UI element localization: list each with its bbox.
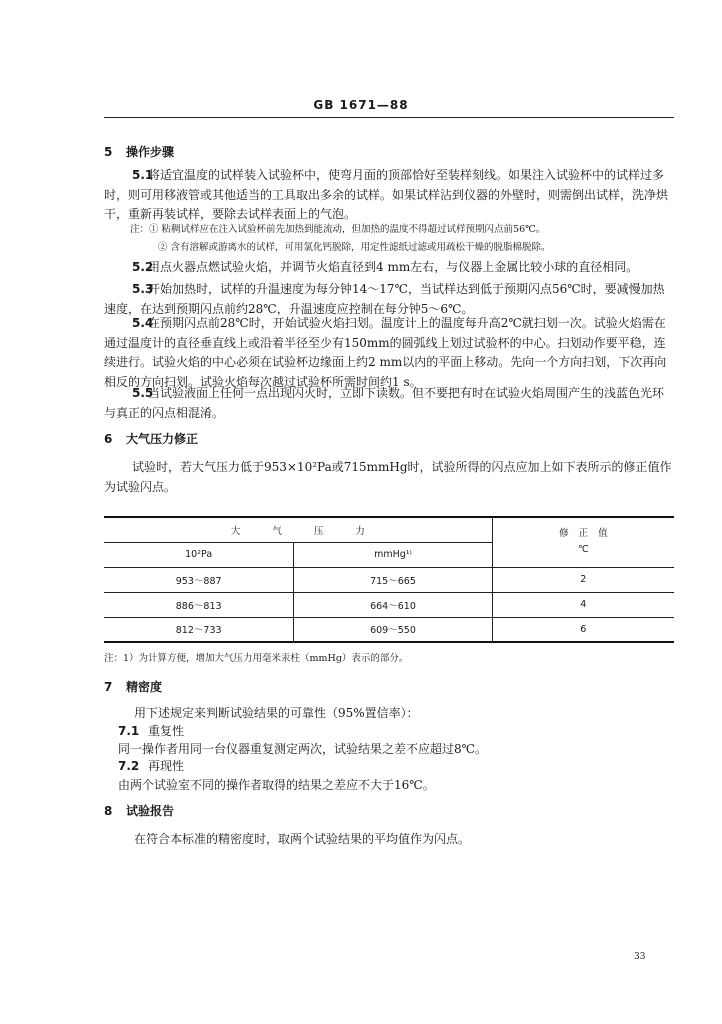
section-number: 7 xyxy=(104,680,113,694)
section-7-intro: 用下述规定来判断试验结果的可靠性（95%置信率）： xyxy=(134,706,419,720)
correction-label: 修正值 xyxy=(559,528,618,540)
cell-pa: 886～813 xyxy=(104,592,294,617)
section-title: 精密度 xyxy=(126,680,163,694)
section-7-heading xyxy=(104,678,674,698)
section-5-heading xyxy=(104,143,674,163)
cell-mmhg: 609～550 xyxy=(294,617,492,642)
table-row xyxy=(104,567,674,592)
cell-correction: 6 xyxy=(492,617,674,642)
clause-number: 5.1 xyxy=(132,168,154,182)
clause-5-5 xyxy=(104,384,674,423)
table-row xyxy=(104,592,674,617)
section-8-heading xyxy=(104,802,674,822)
section-title: 大气压力修正 xyxy=(126,432,199,446)
table-header-row xyxy=(104,517,674,542)
table-footnote: 注：1）为计算方便，增加大气压力用毫米汞柱（mmHg）表示的部分。 xyxy=(104,653,409,664)
clause-number: 7.2 xyxy=(118,759,140,773)
cell-mmhg: 715～665 xyxy=(294,567,492,592)
section-number: 6 xyxy=(104,432,113,446)
standard-code-header: GB 1671—88 xyxy=(313,98,409,112)
section-number: 5 xyxy=(104,145,113,159)
section-number: 8 xyxy=(104,804,113,818)
clause-title: 重复性 xyxy=(148,724,185,738)
clause-5-1 xyxy=(104,166,674,225)
correction-header xyxy=(492,517,674,567)
clause-number: 5.5 xyxy=(132,386,154,400)
section-8-paragraph: 在符合本标准的精密度时，取两个试验结果的平均值作为闪点。 xyxy=(134,832,471,846)
pressure-correction-table xyxy=(104,516,674,643)
clause-title: 再现性 xyxy=(148,759,185,773)
clause-number: 5.3 xyxy=(132,282,154,296)
clause-7-1-heading xyxy=(104,722,674,742)
cell-correction: 2 xyxy=(492,567,674,592)
pressure-group-header: 大气压力 xyxy=(104,517,492,542)
page-number: 33 xyxy=(634,952,646,962)
clause-number: 5.2 xyxy=(132,260,154,274)
cell-mmhg: 664～610 xyxy=(294,592,492,617)
cell-pa: 812～733 xyxy=(104,617,294,642)
col-pa-header: 10²Pa xyxy=(104,542,294,567)
note-line-1 xyxy=(130,221,674,239)
clause-text: 将适宜温度的试样装入试验杯中，使弯月面的顶部恰好至装样刻线。如果注入试验杯中的试样过多时，则可用移液管或其他适当的工具取出多余的试样。如果试样沾到仪器的外壁时，则需倒出试样，洗净烘干，重新再装试样，要除去试样表面上的气泡。 xyxy=(104,168,669,221)
clause-7-2-heading xyxy=(104,757,674,777)
section-title: 试验报告 xyxy=(126,804,175,818)
clause-5-2 xyxy=(104,258,674,278)
note-5-1 xyxy=(104,221,674,257)
note-label: 注： xyxy=(130,224,150,235)
correction-unit: ℃ xyxy=(577,544,589,556)
clause-number: 5.4 xyxy=(132,316,154,330)
clause-text: 用点火器点燃试验火焰，并调节火焰直径到4 mm左右，与仪器上金属比较小球的直径相同。 xyxy=(148,260,639,274)
table-row xyxy=(104,617,674,642)
col-mmhg-header: mmHg¹⁾ xyxy=(294,542,492,567)
note-line-2: ② 含有溶解或游离水的试样，可用氯化钙脱除，用定性滤纸过滤或用疏松干燥的脱脂棉脱除。 xyxy=(158,242,551,253)
section-6-heading xyxy=(104,430,674,450)
header-rule xyxy=(104,117,674,118)
clause-text: 在预期闪点前28℃时，开始试验火焰扫划。温度计上的温度每升高2℃就扫划一次。试验火焰需在通过温度计的直径垂直线上或沿着半径至少有150mm的圆弧线上划过试验杯的中心。扫划动作要平稳，连续进行。试验火焰的中心必须在试验杯边缘面上约2 mm以内的平面上移动。先向一个方向扫划，下次再向相反的方向扫划。试验火焰每次越过试验杯所需时间约1 s。 xyxy=(104,316,667,389)
note-text: ① 粘稠试样应在注入试验杯前先加热到能流动，但加热的温度不得超过试样预期闪点前56℃。 xyxy=(149,224,546,235)
cell-pa: 953～887 xyxy=(104,567,294,592)
cell-correction: 4 xyxy=(492,592,674,617)
clause-7-2-text: 由两个试验室不同的操作者取得的结果之差应不大于16℃。 xyxy=(118,778,435,792)
clause-number: 7.1 xyxy=(118,724,140,738)
section-6-paragraph: 试验时，若大气压力低于953×10²Pa或715mmHg时，试验所得的闪点应加上如下表所示的修正值作为试验闪点。 xyxy=(104,460,672,494)
section-title: 操作步骤 xyxy=(126,145,175,159)
clause-text: 开始加热时，试样的升温速度为每分钟14～17℃，当试样达到低于预期闪点56℃时，要减慢加热速度，在达到预期闪点前约28℃，升温速度应控制在每分钟5～6℃。 xyxy=(104,282,665,316)
clause-7-1-text: 同一操作者用同一台仪器重复测定两次，试验结果之差不应超过8℃。 xyxy=(118,742,488,756)
clause-5-4 xyxy=(104,314,674,392)
clause-text: 当试验液面上任何一点出现闪火时，立即下读数。但不要把有时在试验火焰周围产生的浅蓝色光环与真正的闪点相混淆。 xyxy=(104,386,665,420)
